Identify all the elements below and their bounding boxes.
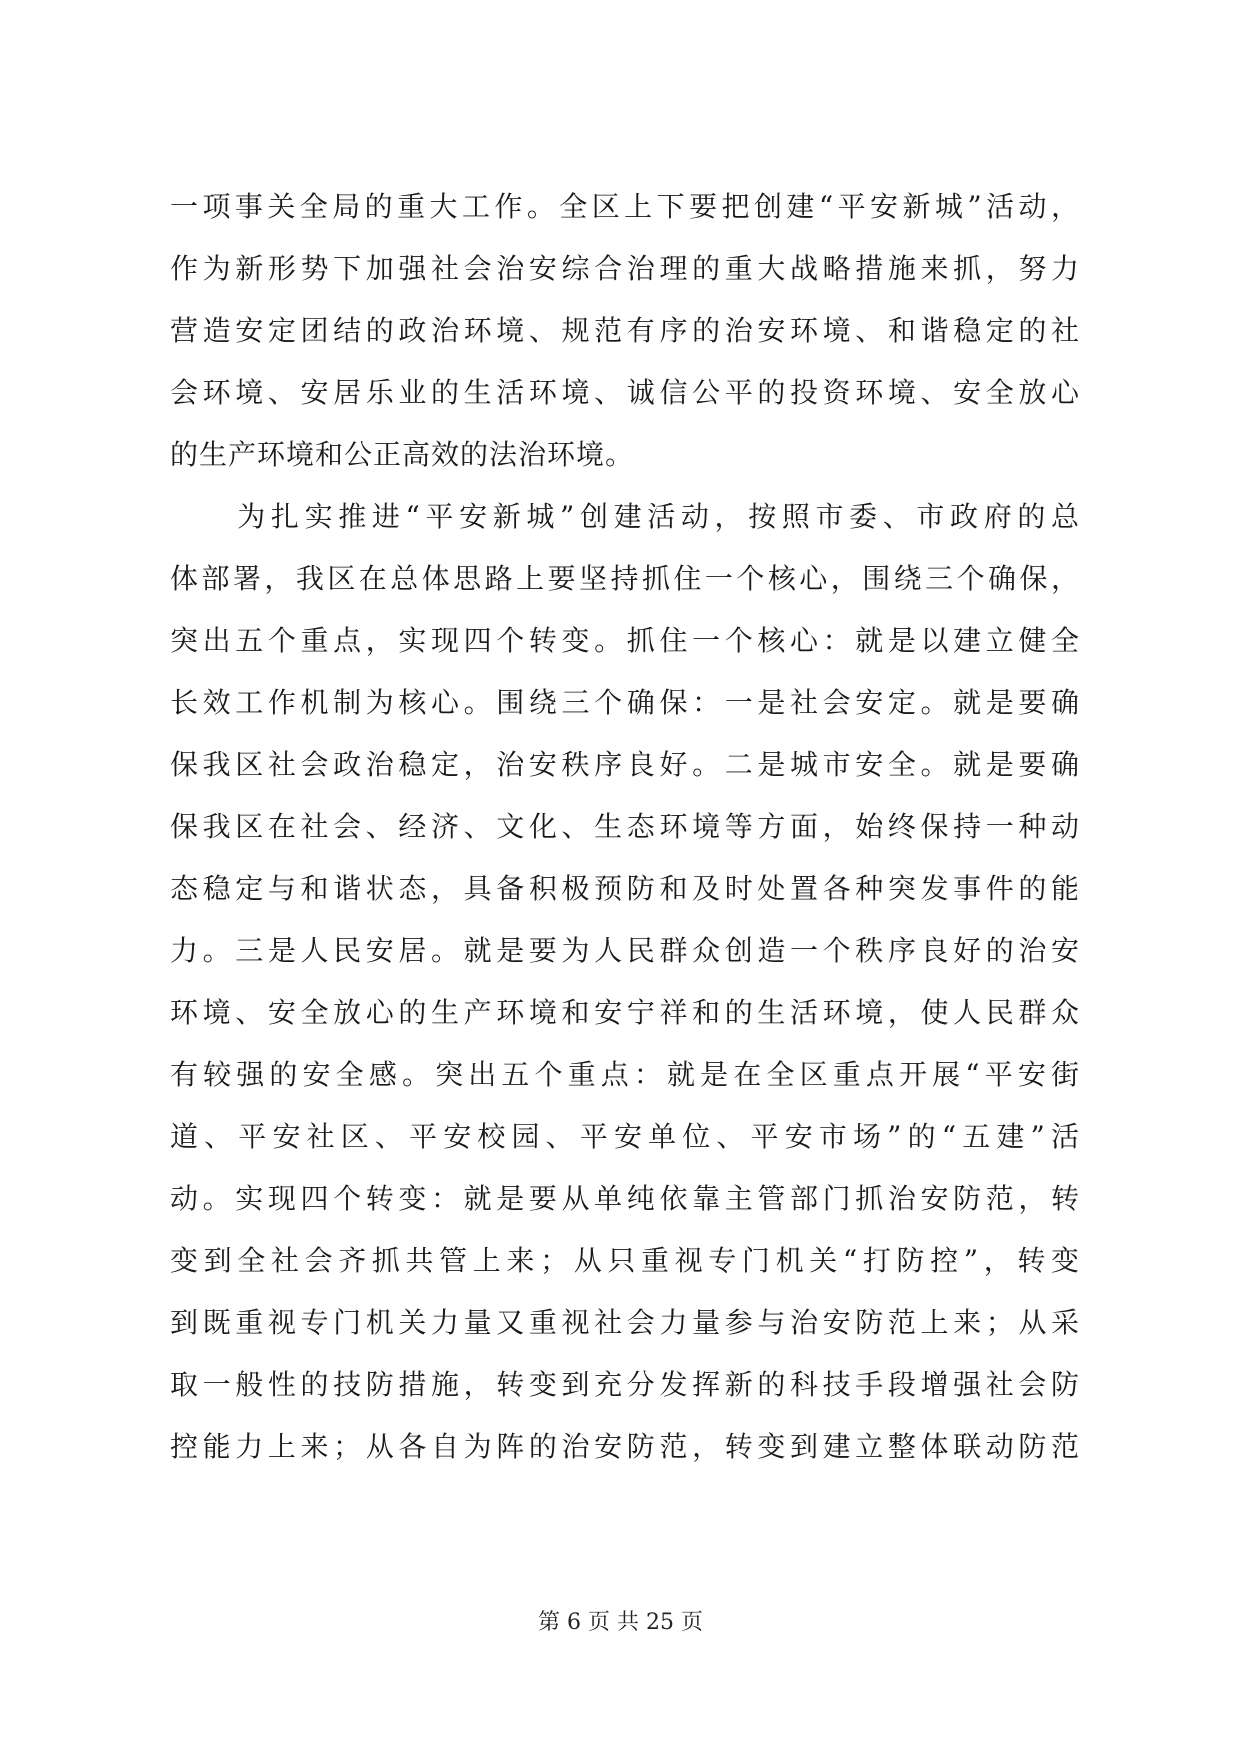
text-line: 会环境、安居乐业的生活环境、诚信公平的投资环境、安全放心 — [170, 376, 1080, 409]
text-line: 营造安定团结的政治环境、规范有序的治安环境、和谐稳定的社 — [170, 314, 1080, 347]
text-line: 态稳定与和谐状态，具备积极预防和及时处置各种突发事件的能 — [170, 872, 1080, 905]
page-footer — [0, 1608, 1241, 1638]
text-line: 变到全社会齐抓共管上来；从只重视专门机关“打防控”，转变 — [170, 1244, 1080, 1277]
text-line: 保我区社会政治稳定，治安秩序良好。二是城市安全。就是要确 — [170, 748, 1080, 781]
text-line: 为扎实推进“平安新城”创建活动，按照市委、市政府的总 — [170, 500, 1080, 533]
paragraph-1 — [170, 176, 1080, 486]
text-line: 到既重视专门机关力量又重视社会力量参与治安防范上来；从采 — [170, 1306, 1080, 1339]
text-line: 突出五个重点，实现四个转变。抓住一个核心：就是以建立健全 — [170, 624, 1080, 657]
text-line: 道、平安社区、平安校园、平安单位、平安市场”的“五建”活 — [170, 1120, 1080, 1153]
text-line: 控能力上来；从各自为阵的治安防范，转变到建立整体联动防范 — [170, 1430, 1080, 1463]
text-line: 力。三是人民安居。就是要为人民群众创造一个秩序良好的治安 — [170, 934, 1080, 967]
text-line: 作为新形势下加强社会治安综合治理的重大战略措施来抓，努力 — [170, 252, 1080, 285]
text-line: 的生产环境和公正高效的法治环境。 — [170, 438, 635, 471]
text-line: 保我区在社会、经济、文化、生态环境等方面，始终保持一种动 — [170, 810, 1080, 843]
paragraph-2 — [170, 486, 1080, 1478]
text-line: 取一般性的技防措施，转变到充分发挥新的科技手段增强社会防 — [170, 1368, 1080, 1401]
text-line: 有较强的安全感。突出五个重点：就是在全区重点开展“平安街 — [170, 1058, 1080, 1091]
text-line: 体部署，我区在总体思路上要坚持抓住一个核心，围绕三个确保， — [170, 562, 1080, 595]
text-line: 长效工作机制为核心。围绕三个确保：一是社会安定。就是要确 — [170, 686, 1080, 719]
text-line: 动。实现四个转变：就是要从单纯依靠主管部门抓治安防范，转 — [170, 1182, 1080, 1215]
text-line: 环境、安全放心的生产环境和安宁祥和的生活环境，使人民群众 — [170, 996, 1080, 1029]
body-text — [170, 176, 1080, 1478]
text-line: 一项事关全局的重大工作。全区上下要把创建“平安新城”活动， — [170, 190, 1080, 223]
page-indicator: 第 6 页 共 25 页 — [538, 1610, 703, 1635]
